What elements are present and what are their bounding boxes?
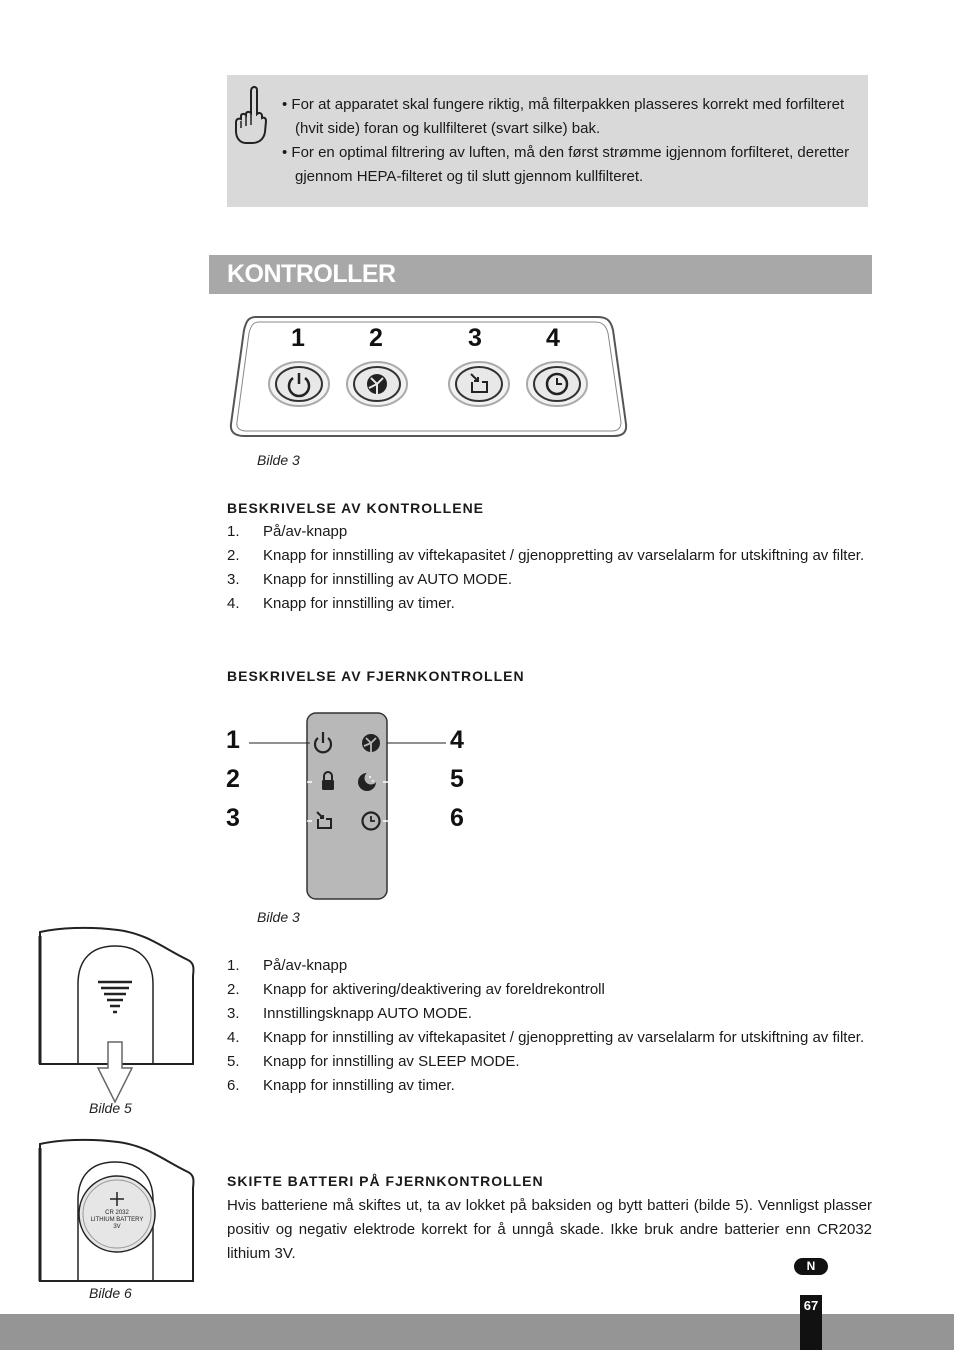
remote-illustration: [240, 710, 460, 904]
figure-caption: Bilde 6: [89, 1285, 132, 1301]
language-badge: N: [794, 1258, 828, 1275]
list-item: 6. Knapp for innstilling av timer.: [227, 1077, 455, 1094]
page-number: 67: [803, 1298, 819, 1313]
list-item: 1. På/av-knapp: [227, 523, 348, 540]
list-item: 3. Innstillingsknapp AUTO MODE.: [227, 1005, 472, 1022]
panel-number: 2: [369, 324, 383, 352]
note-list: [282, 93, 862, 189]
list-item: 2. Knapp for innstilling av viftekapasitet / gjenoppretting av varselalarm for utskiftning av filter.: [227, 547, 865, 564]
panel-timer-button: [527, 362, 587, 406]
panel-fan-button: [347, 362, 407, 406]
figure-caption: Bilde 3: [257, 909, 300, 925]
panel-number: 3: [468, 324, 482, 352]
section-title: KONTROLLER: [227, 260, 396, 288]
panel-power-button: [269, 362, 329, 406]
remote-heading: BESKRIVELSE AV FJERNKONTROLLEN: [227, 668, 525, 684]
panel-auto-button: [449, 362, 509, 406]
remote-number: 5: [450, 765, 464, 793]
list-item: 4. Knapp for innstilling av viftekapasitet / gjenoppretting av varselalarm for utskiftning av filter.: [227, 1029, 865, 1046]
figure-caption: Bilde 3: [257, 452, 300, 468]
list-item: 2. Knapp for aktivering/deaktivering av foreldrekontroll: [227, 981, 605, 998]
note-item: • For at apparatet skal fungere riktig, må filterpakken plasseres korrekt med forfilteret (hvit side) foran og kullfilteret (svart silke) bak.: [282, 96, 845, 137]
control-panel-illustration: [226, 312, 632, 442]
controls-heading: BESKRIVELSE AV KONTROLLENE: [227, 500, 485, 516]
battery-paragraph: Hvis batteriene må skiftes ut, ta av lokket på baksiden og bytt batteri (bilde 5). Vennligst plasser positiv og negativ elektrode korrekt for å unngå skade. Ikke bruk andre batterier enn CR2032 lithium 3V.: [227, 1197, 872, 1262]
list-item: 1. På/av-knapp: [227, 957, 348, 974]
list-item: 3. Knapp for innstilling av AUTO MODE.: [227, 571, 512, 588]
remote-number: 1: [226, 726, 240, 754]
note-item: • For en optimal filtrering av luften, må den først strømme igjennom forfilteret, deretter gjennom HEPA-filteret og til slutt gjennom kullfilteret.: [282, 144, 850, 185]
list-item: 4. Knapp for innstilling av timer.: [227, 595, 455, 612]
remote-number: 3: [226, 804, 240, 832]
battery-label: CR 2032 LITHIUM BATTERY 3V: [90, 1210, 144, 1230]
panel-number: 4: [546, 324, 560, 352]
remote-fan-icon: [362, 734, 380, 752]
battery-heading: SKIFTE BATTERI PÅ FJERNKONTROLLEN: [227, 1173, 544, 1189]
remote-list: [227, 954, 872, 1098]
list-item: 5. Knapp for innstilling av SLEEP MODE.: [227, 1053, 520, 1070]
figure-caption: Bilde 5: [89, 1100, 132, 1116]
remote-number: 4: [450, 726, 464, 754]
controls-list: [227, 520, 872, 616]
panel-number: 1: [291, 324, 305, 352]
pointing-hand-icon: [232, 84, 268, 146]
remote-back-cover-illustration: [38, 926, 198, 1104]
remote-number: 2: [226, 765, 240, 793]
remote-number: 6: [450, 804, 464, 832]
